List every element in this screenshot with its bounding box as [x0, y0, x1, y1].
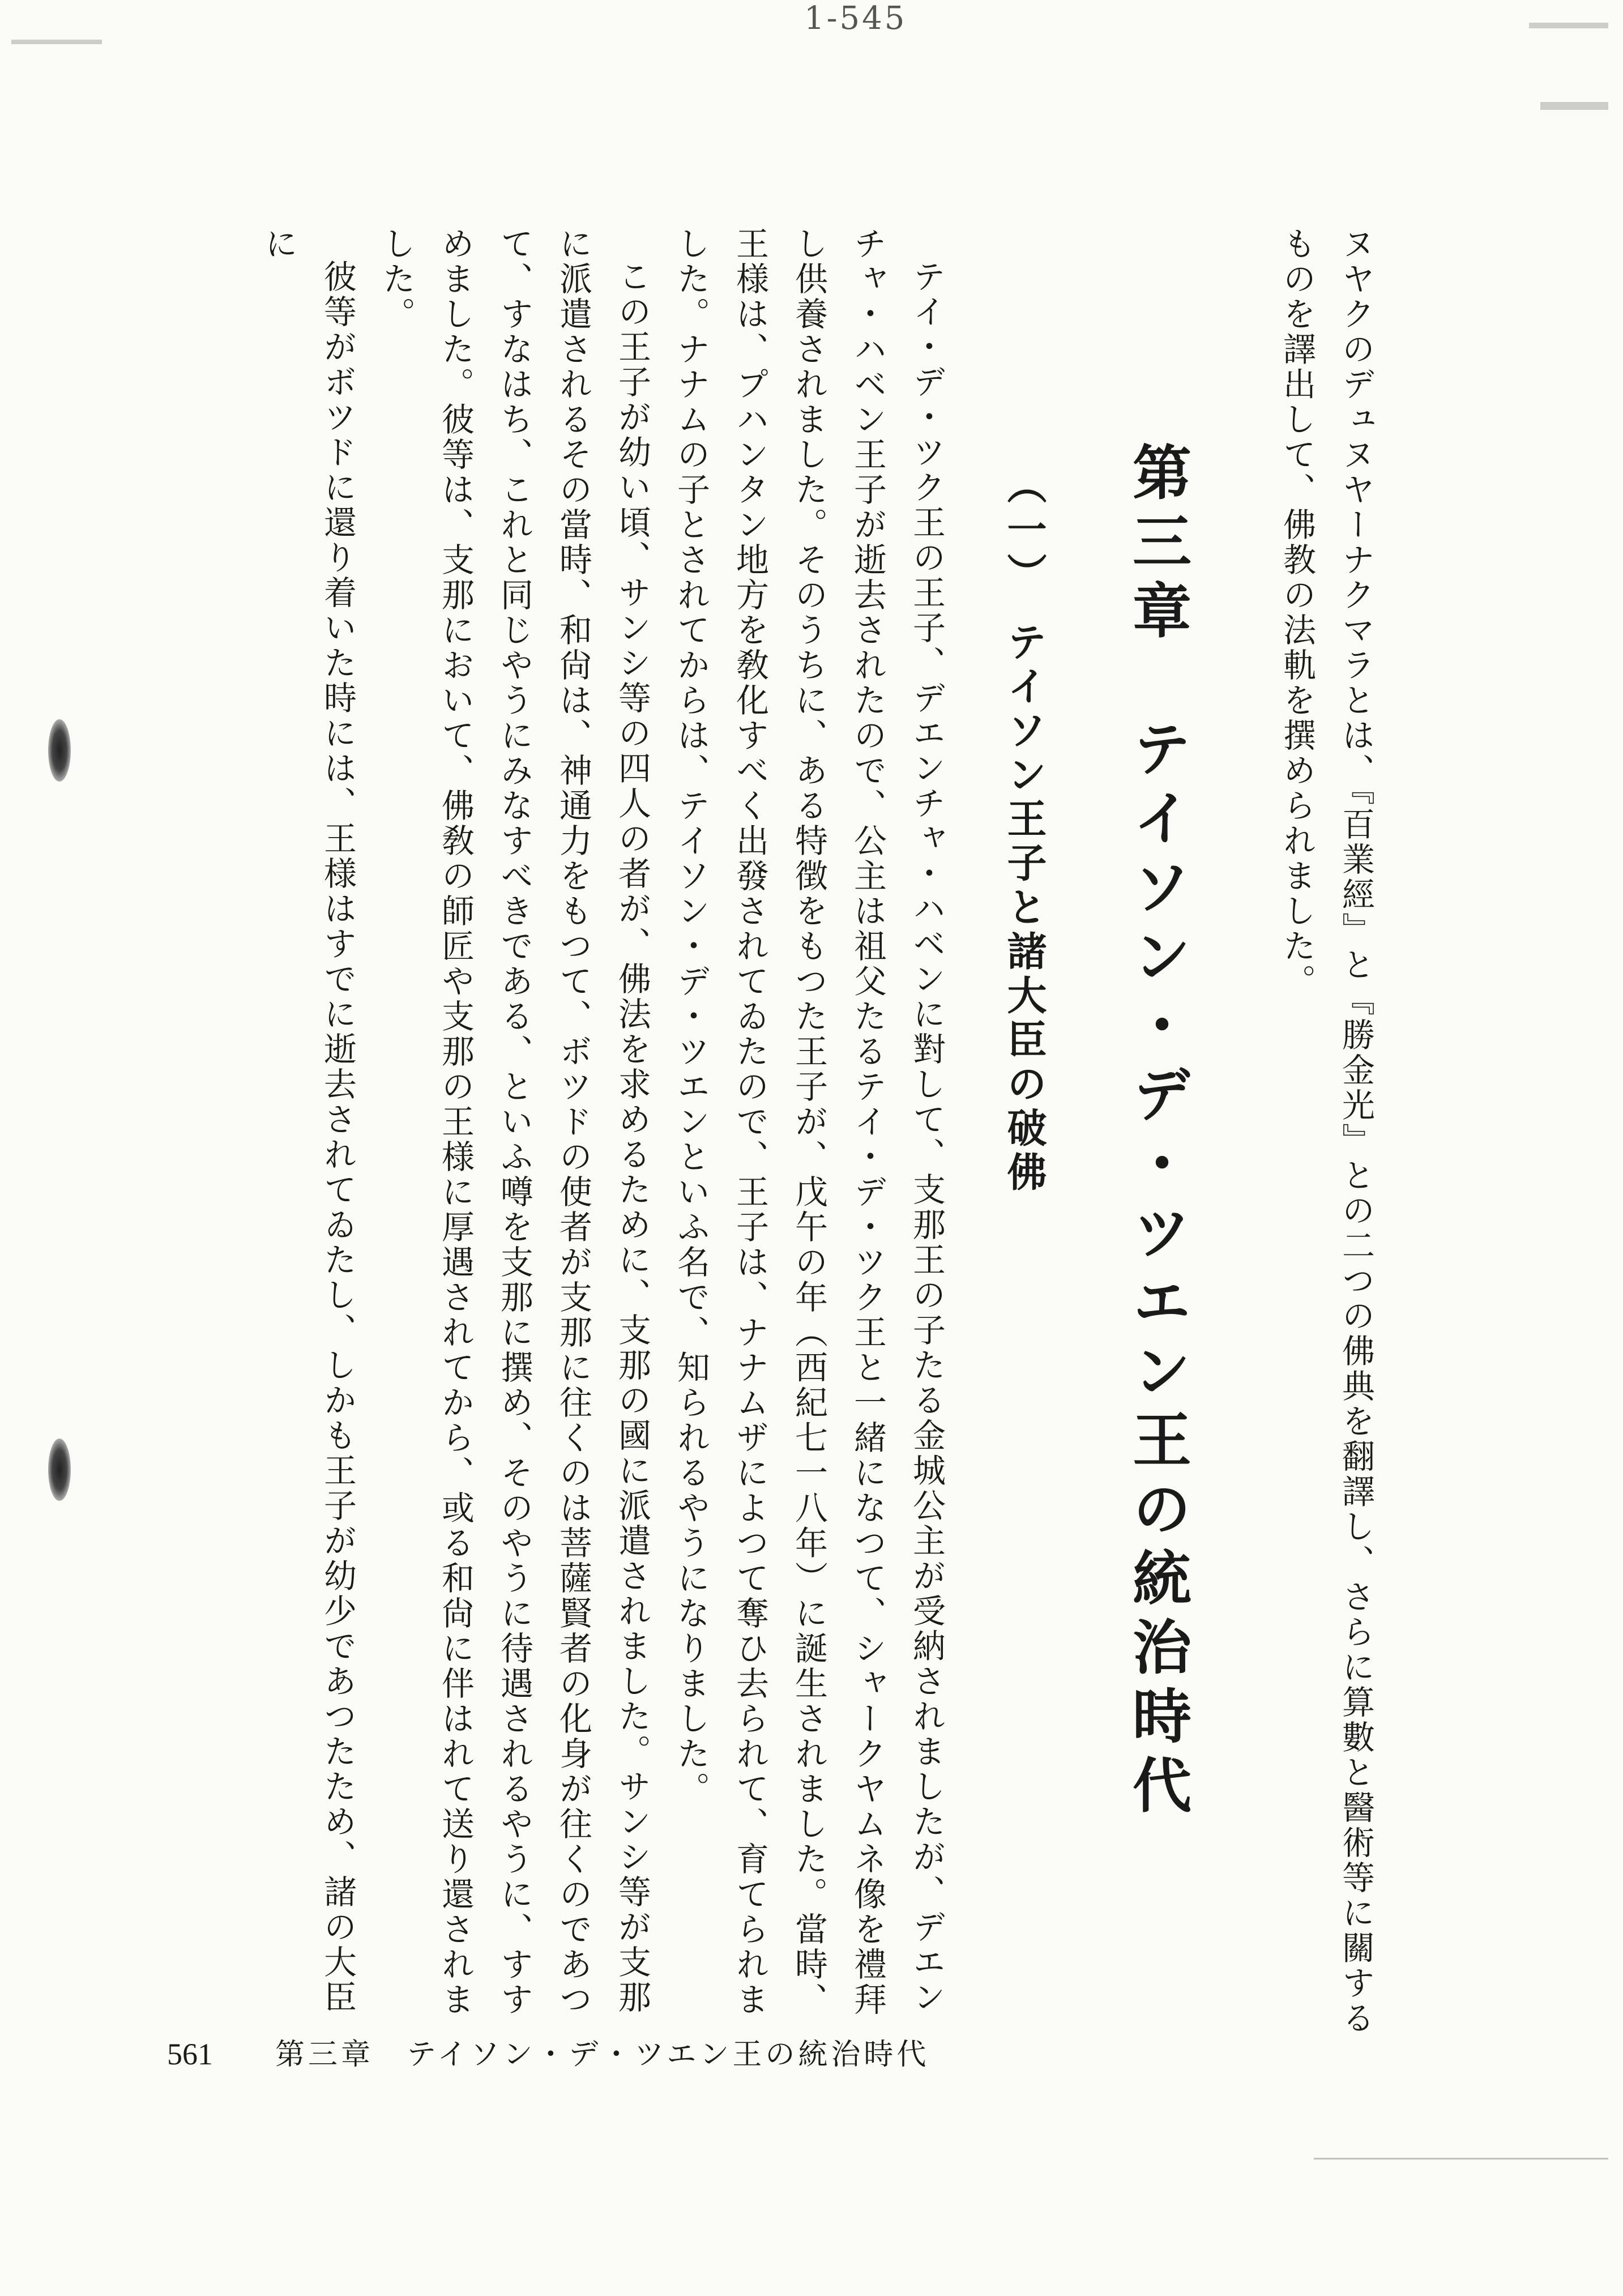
section-title: （一） テイソン王子と諸大臣の破佛 [1001, 464, 1048, 1196]
binder-hole [48, 719, 71, 782]
scan-edge [1314, 2158, 1608, 2160]
page-number: 561 [167, 2037, 213, 2071]
paragraph: この王子が幼い頃、サンシ等の四人の者が、佛法を求めるために、支那の國に派遣されました。サンシ等が支那に派遣されるその當時、和尙は、神通力をもつて、ボツドの使者が支那に往くのは菩薩賢者の化身が往くのであつて、すなはち、これと同じやうにみなすべきである、といふ噂を支那に撰め、そのやうに待遇されるやうに、すすめました。彼等は、支那において、佛敎の師匠や支那の王様に厚遇されてから、或る和尙に伴はれて送り還されました。 [377, 227, 651, 2017]
intro-paragraph: ヌヤクのデュヌヤーナクマラとは、『百業經』と『勝金光』との二つの佛典を翻譯し、さらに算數と醫術等に關するものを譯出して、佛教の法軌を撰められました。 [1278, 227, 1375, 2036]
scan-noise [11, 40, 102, 44]
paragraph: 彼等がボツドに還り着いた時には、王様はすでに逝去されてゐたし、しかも王子が幼少であつたため、諸の大臣に [259, 227, 357, 2015]
body-text [207, 227, 1385, 2039]
paragraph: テイ・デ・ツク王の王子、デエンチャ・ハベンに對して、支那王の子たる金城公主が受納されましたが、デエンチャ・ハベン王子が逝去されたので、公主は祖父たるテイ・デ・ツク王と一緒になつて、シャークヤムネ像を禮拜し供養されました。そのうちに、ある特徴をもつた王子が、戊午の年（西紀七一八年）に誕生されました。當時、王様は、プハンタン地方を敎化すべく出發されてゐたので、王子は、ナナムザによつて奪ひ去られて、育てられました。ナナムの子とされてからは、テイソン・デ・ツエンといふ名で、知られるやうになりました。 [672, 227, 946, 2017]
chapter-title: 第三章 テイソン・デ・ツエン王の統治時代 [1122, 442, 1192, 1824]
page-mark: 1-545 [804, 0, 907, 37]
scan-noise [1540, 102, 1608, 110]
running-title: 第三章 テイソン・デ・ツエン王の統治時代 [275, 2038, 930, 2072]
page-footer [167, 2030, 929, 2073]
binder-hole [48, 1439, 71, 1501]
scan-noise [1529, 23, 1608, 28]
